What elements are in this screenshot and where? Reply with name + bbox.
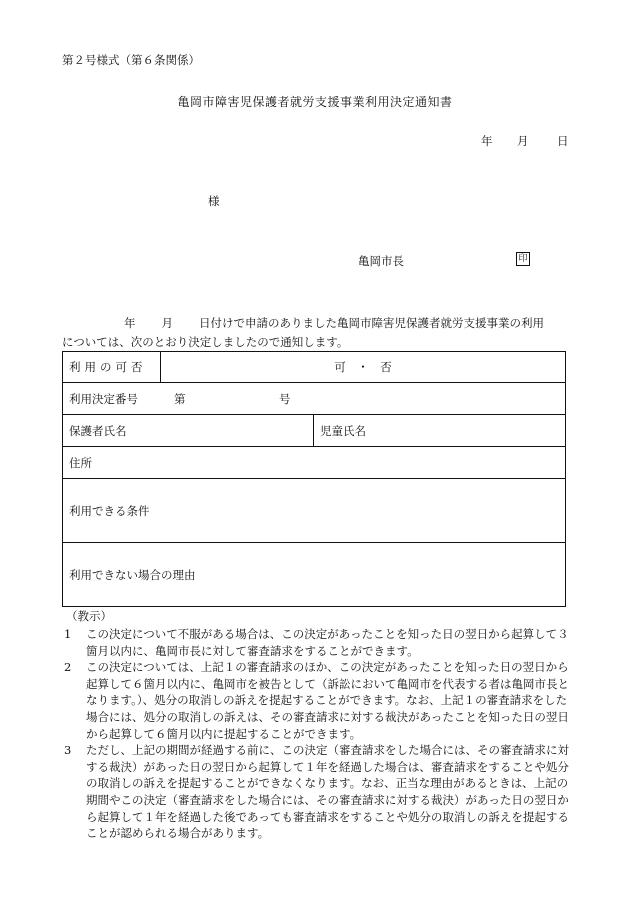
instruction-text: この決定について不服がある場合は、この決定があったことを知った日の翌日から起算して３箇月以内に、亀岡市長に対して審査請求をすることができます。 — [86, 627, 569, 658]
row-permit — [63, 352, 566, 383]
guardian-name-field[interactable] — [63, 415, 314, 447]
instruction-number: 3 — [64, 743, 72, 758]
decision-table — [62, 351, 566, 607]
document-title: 亀岡市障害児保護者就労支援事業利用決定通知書 — [177, 95, 453, 109]
row-decision-number — [63, 383, 566, 415]
child-name-label: 児童氏名 — [320, 423, 366, 438]
instruction-number: 1 — [64, 627, 72, 641]
intro-line1: 日付けで申請のありました亀岡市障害児保護者就労支援事業の利用 — [199, 316, 544, 330]
conditions-label: 利用できる条件 — [69, 503, 150, 518]
instructions-list — [62, 626, 570, 842]
child-name-field[interactable] — [314, 415, 566, 447]
intro-year: 年 — [124, 316, 136, 330]
decision-number-prefix: 第 — [174, 391, 186, 406]
decision-number-suffix: 号 — [279, 391, 291, 406]
date-day: 日 — [557, 134, 569, 148]
decision-number-field[interactable] — [63, 383, 566, 415]
row-address — [63, 447, 566, 479]
instruction-text: この決定については、上記１の審査請求のほか、この決定があったことを知った日の翌日から起算して６箇月以内に、亀岡市を被告として（訴訟において亀岡市を代表する者は亀岡市長となります。）、処分の取消しの訴えを提起することができます。なお、上記１の審査請求をした場合には、処分の取消しの訴えは、その審査請求に対する裁決があったことを知った日の翌日から起算して６箇月以内に提起することができます。 — [86, 660, 569, 741]
seal-mark: 印 — [516, 252, 530, 266]
issuer-name: 亀岡市長 — [358, 254, 404, 268]
intro-line2: については、次のとおり決定しましたので通知します。 — [62, 335, 349, 349]
date-month: 月 — [517, 134, 529, 148]
conditions-field[interactable] — [63, 479, 566, 543]
instructions-heading: （教示） — [66, 609, 112, 623]
instruction-number: 2 — [64, 660, 72, 675]
intro-paragraph — [62, 314, 568, 352]
reason-label: 利用できない場合の理由 — [69, 567, 196, 582]
addressee-suffix: 様 — [208, 194, 220, 208]
permit-value[interactable]: 可 ・ 否 — [161, 352, 566, 383]
intro-month: 月 — [161, 316, 173, 330]
instruction-text: ただし、上記の期間が経過する前に、この決定（審査請求をした場合には、その審査請求に対する裁決）があった日の翌日から起算して１年を経過した場合は、審査請求をすることや処分の取消しの訴えを提起することができなくなります。なお、正当な理由があるときは、上記の期間やこの決定（審査請求をした場合には、その審査請求に対する裁決）があった日の翌日から起算して１年を経過した後であっても審査請求をすることや処分の取消しの訴えを提起することが認められる場合があります。 — [86, 743, 569, 841]
instruction-item — [62, 659, 570, 742]
address-label: 住所 — [69, 455, 92, 470]
row-names — [63, 415, 566, 447]
row-conditions — [63, 479, 566, 543]
instruction-item — [62, 626, 570, 659]
decision-number-label: 利用決定番号 — [69, 391, 138, 406]
reason-field[interactable] — [63, 543, 566, 607]
date-line — [481, 133, 569, 149]
address-field[interactable] — [63, 447, 566, 479]
instruction-item — [62, 742, 570, 842]
row-reason — [63, 543, 566, 607]
permit-label: 利用の可否 — [63, 352, 161, 383]
form-number: 第２号様式（第６条関係） — [62, 53, 200, 67]
guardian-name-label: 保護者氏名 — [69, 423, 127, 438]
date-year: 年 — [481, 134, 493, 148]
